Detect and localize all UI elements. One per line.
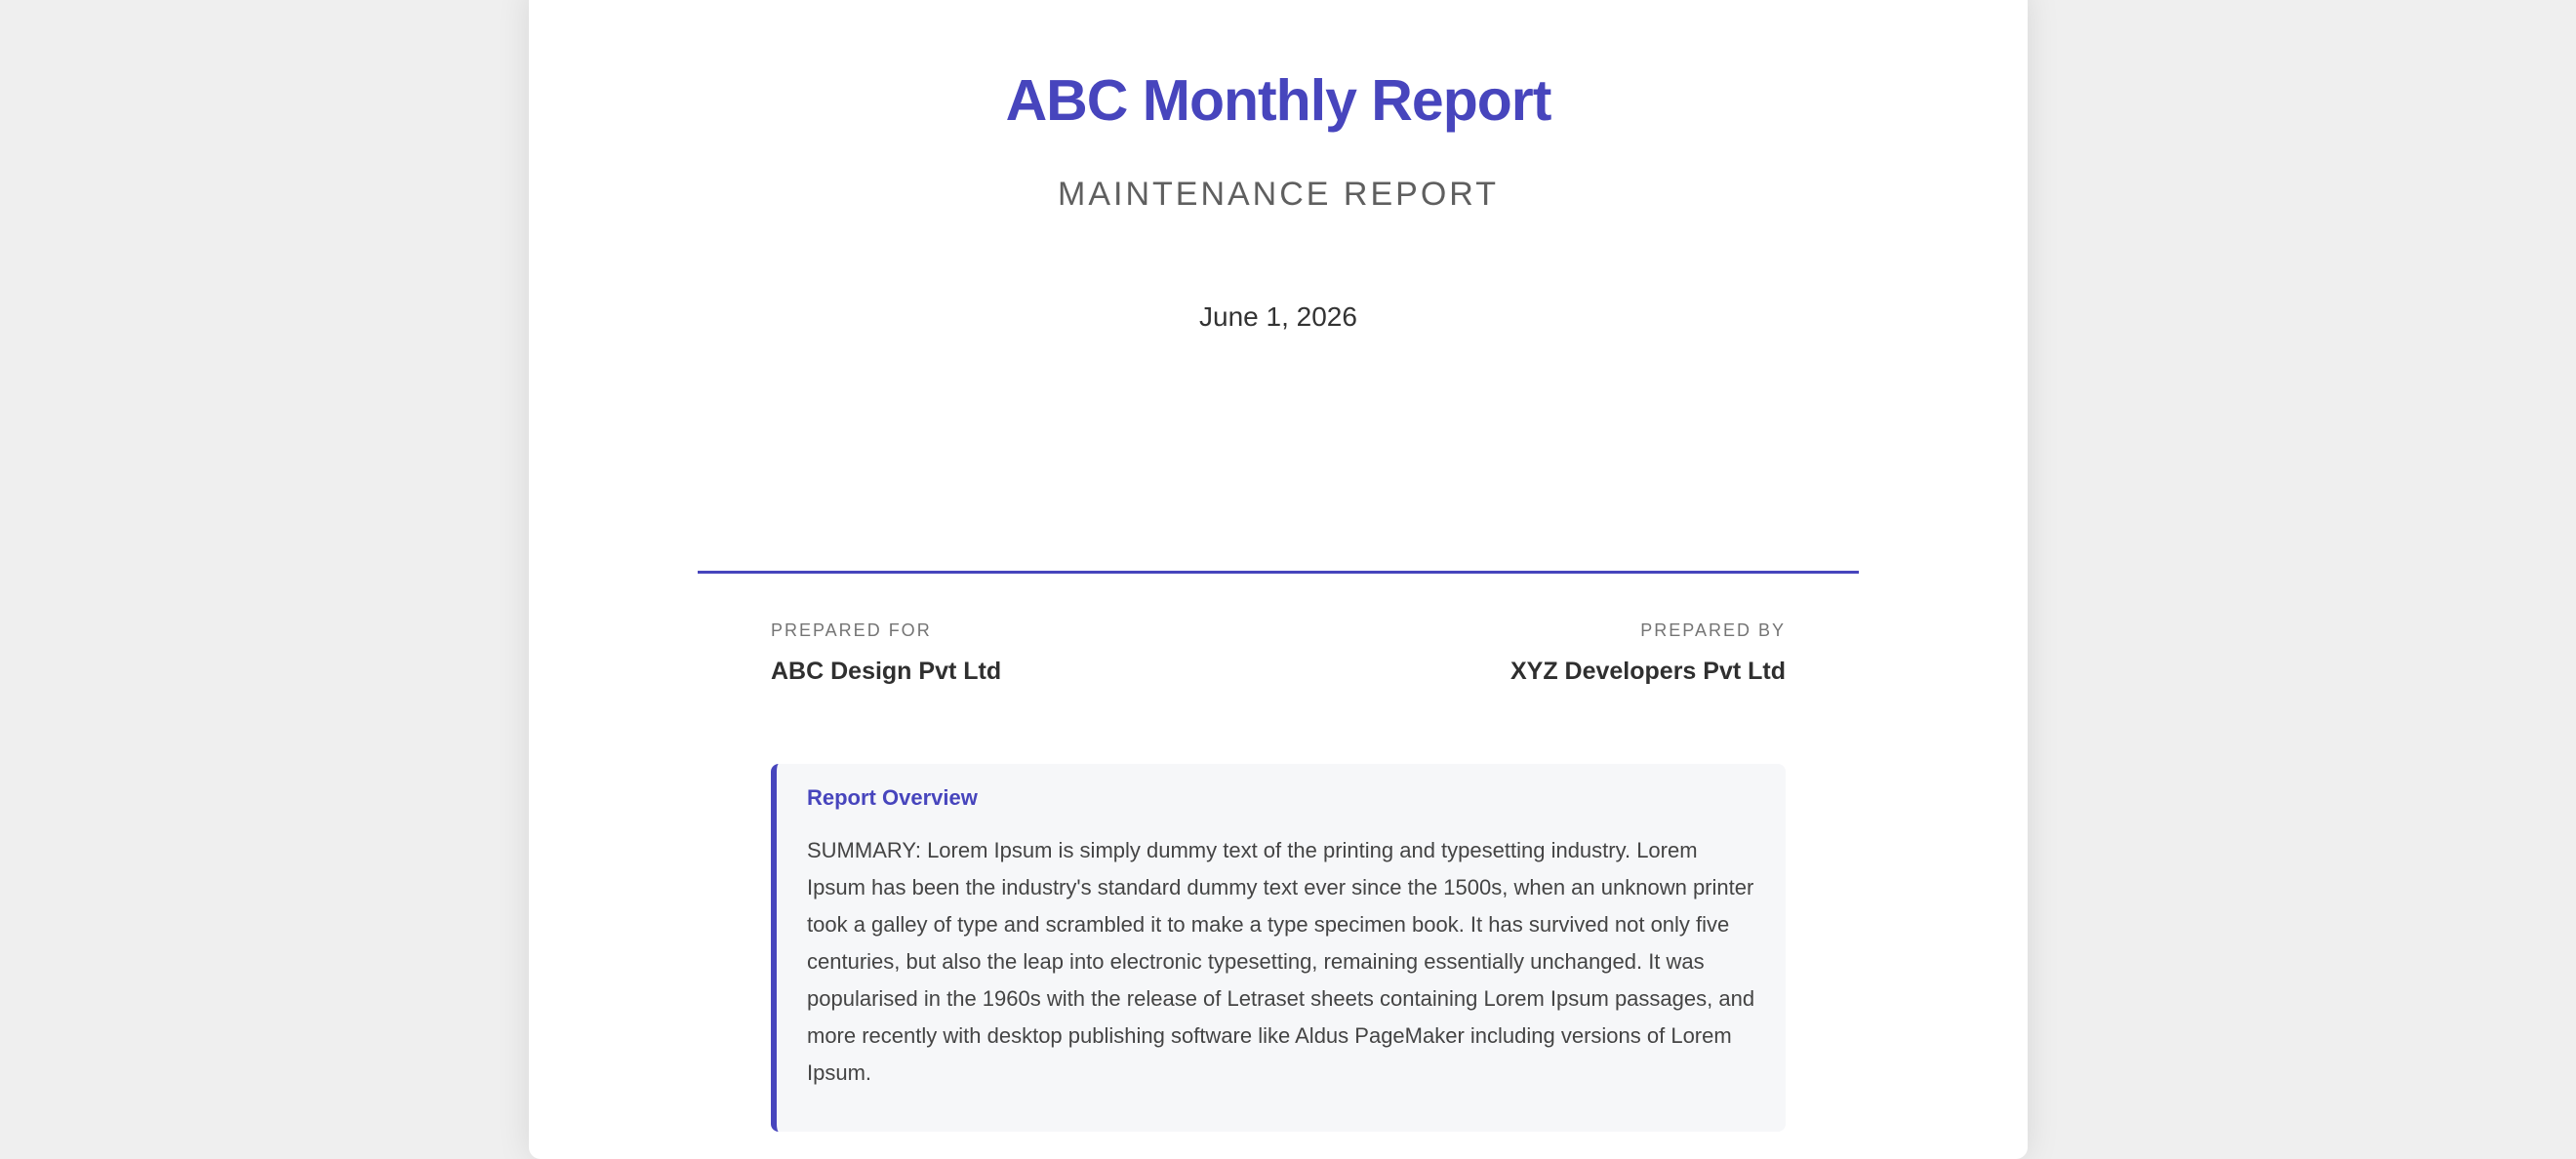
prepared-for-block [771,620,1181,686]
report-date: June 1, 2026 [1199,301,1357,332]
report-page [529,0,2028,1159]
report-subtitle: MAINTENANCE REPORT [1058,176,1499,213]
overview-summary: SUMMARY: Lorem Ipsum is simply dummy text of the printing and typesetting industry. Lorem Ipsum has been the industry's standard dummy text ever since the 1500s, when an unknown printer took a galley of type and scrambled it to make a type specimen book. It has survived not only five centuries, but also the leap into electronic typesetting, remaining essentially unchanged. It was popularised in the 1960s with the release of Letraset sheets containing Lorem Ipsum passages, and more recently with desktop publishing software like Aldus PageMaker including versions of Lorem Ipsum. [807,838,1755,1086]
section-divider [698,571,1859,574]
overview-heading: Report Overview [807,785,978,810]
prepared-for-name: ABC Design Pvt Ltd [771,657,1002,685]
prepared-by-block [1376,620,1786,686]
report-title: ABC Monthly Report [1005,68,1551,133]
report-overview-card [771,764,1786,1132]
prepared-by-name: XYZ Developers Pvt Ltd [1509,657,1786,685]
prepared-by-label: PREPARED BY [1640,620,1786,640]
prepared-for-label: PREPARED FOR [771,620,932,640]
